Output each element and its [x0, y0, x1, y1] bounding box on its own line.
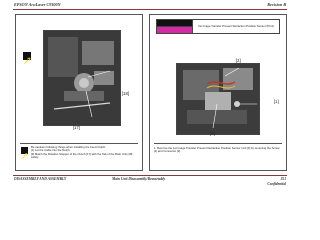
footer-rule: [13, 175, 287, 176]
table-cell-magenta: [157, 27, 193, 34]
callout-2: [2]: [236, 58, 241, 63]
adjust-icon: [23, 52, 31, 60]
note-box: [20, 143, 138, 167]
note-text: [31, 146, 135, 160]
callout-17: [17]: [73, 125, 80, 130]
header-left: EPSON AcuLaser C9300N: [14, 2, 61, 7]
right-panel: [149, 14, 287, 171]
confidential-label: Confidential: [267, 182, 286, 186]
footer-left: DISASSEMBLY AND ASSEMBLY: [14, 177, 67, 181]
note-line: [1] Let the Cable into the Notch.: [31, 148, 71, 153]
check-adjust-icon: [21, 147, 28, 154]
note-line: [2] Match the Rotation Stopper of the Clutch [17] with the Tab of the Main Unit [18] safely.: [31, 151, 133, 160]
part-title: 1st Image Transfer Prevent Retraction Position Sensor (PC4): [198, 24, 274, 28]
right-photo: [176, 63, 260, 135]
table-cell-title: [192, 20, 279, 34]
callout-3: [3]: [210, 131, 215, 136]
callout-18: [18]: [122, 91, 129, 96]
callout-1: [1]: [274, 99, 279, 104]
header-right: Revision B: [267, 2, 286, 7]
part-header-table: [156, 19, 280, 34]
footer-center: Main Unit Disassembly/Reassembly: [112, 177, 166, 181]
step-text: 1. Remove the 1st Image Transfer Prevent Retraction Position Sensor Unit [3] by removing the Screw [1] and Connector [2].: [154, 143, 282, 154]
left-photo: [43, 30, 121, 126]
note-line: Be cautious following things when installing the Feed Clutch.: [31, 145, 106, 149]
left-panel: [15, 14, 143, 171]
header-rule: [13, 9, 287, 10]
table-cell-black: [157, 20, 193, 27]
page-number: 351: [280, 177, 286, 181]
